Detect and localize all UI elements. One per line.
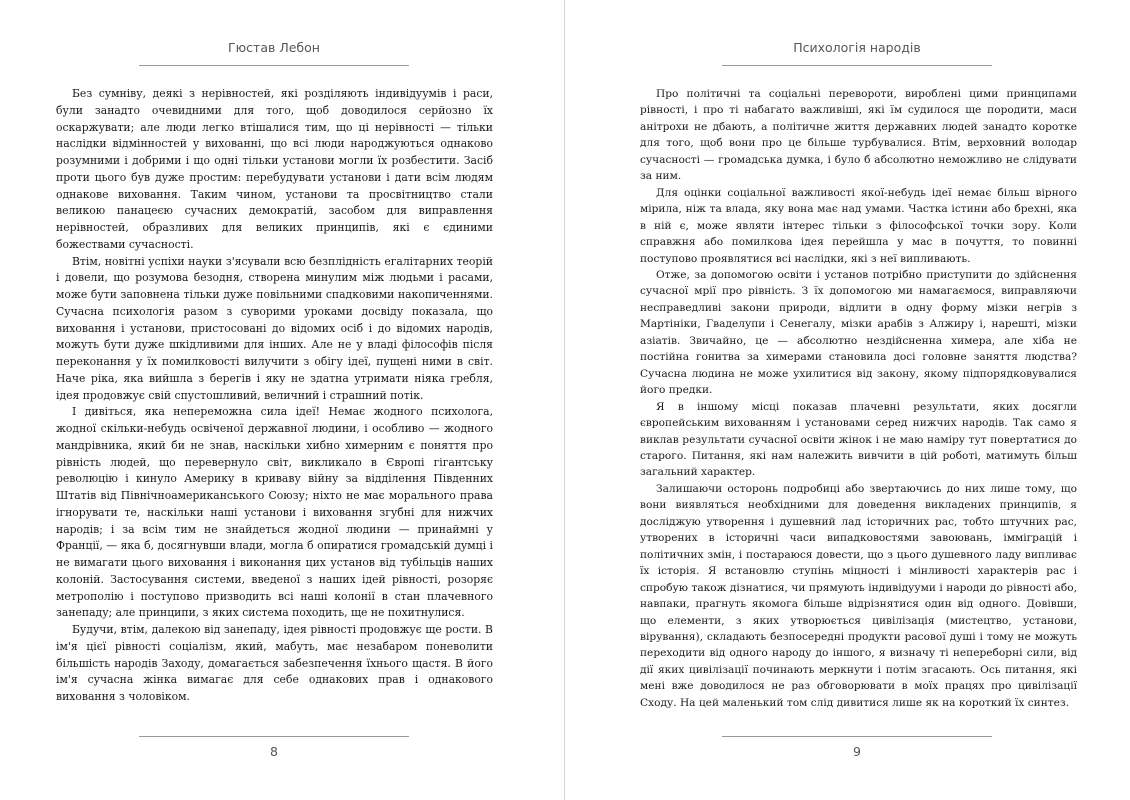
paragraph: Залишаючи осторонь подробиці або звертаючись до них лише тому, що вони виявляться необхідними для доведення викладених принципів, я досліджую утворення і душевний лад історичних рас, тобто штучних рас, утворених в історичні часи випадковостями завоювань, імміграцій і політичних змін, і постараюся довести, що з цього душевного ладу випливає їх історія. Я встановлю ступінь міцності і мінливості характерів рас і спробую також дізнатися, чи прямують індивідууми і народи до рівності або, навпаки, прагнуть якомога більше відрізнятися один від одного. Довівши, що елементи, з яких утворюється цивілізація (мистецтво, установи, вірування), складають безпосередні продукти расової душі і тому не можуть переходити від одного народу до іншого, я визначу ті непереборні сили, від дії яких цивілізації починають меркнути і потім згасають. Ось питання, які мені вже доводилося не раз обговорювати в моїх працях про цивілізації Сходу. На цей маленький том слід дивитися лише як на короткий їх синтез. bbox=[640, 482, 1077, 709]
page-number: 8 bbox=[270, 744, 278, 759]
footer-rule bbox=[722, 736, 992, 737]
right-page-body bbox=[640, 86, 1077, 711]
paragraph: Втім, новітні успіхи науки з'ясували всю безплідність егалітарних теорій і довели, що розумова безодня, створена минулим між людьми і расами, може бути заповнена тільки дуже повільними спадковими накопиченнями. Сучасна психологія разом з суворими уроками досвіду показала, що виховання і установи, пристосовані до відомих осіб і до відомих народів, можуть бути дуже шкідливими для інших. Але не у владі філософів після переконання у їх помилковості вилучити з обігу ідеї, пущені ними в світ. Наче ріка, яка вийшла з берегів і яку не здатна утримати ніяка гребля, ідея продовжує свій спустошливий, величний і страшний потік. bbox=[56, 254, 493, 402]
left-page-body bbox=[56, 86, 493, 706]
footer-rule bbox=[139, 736, 409, 737]
running-head-title: Психологія народів bbox=[793, 40, 921, 55]
paragraph: Про політичні та соціальні перевороти, вироблені цими принципами рівності, і про ті набагато важливіші, які їм судилося ще породити, маси анітрохи не дбають, а політичне життя державних людей занадто коротке для того, щоб вони про це більше турбувалися. Втім, верховний володар сучасності — громадська думка, і було б абсолютно неможливо не слідувати за ним. bbox=[640, 88, 1077, 183]
running-head-author: Гюстав Лебон bbox=[228, 40, 320, 55]
page-number: 9 bbox=[853, 744, 861, 759]
paragraph: Для оцінки соціальної важливості якої-небудь ідеї немає більш вірного мірила, ніж та влада, яку вона має над умами. Частка істини або брехні, яка в ній є, може являти інтерес тільки з філософської точки зору. Коли справжня або помилкова ідея перейшла у мас в почуття, то повинні поступово проявлятися всі наслідки, які з неї випливають. bbox=[640, 186, 1077, 265]
paragraph: Будучи, втім, далекою від занепаду, ідея рівності продовжує ще рости. В ім'я цієї рівності соціалізм, який, мабуть, має незабаром поневолити більшість народів Заходу, домагається забезпечення їхнього щастя. В його ім'я сучасна жінка вимагає для себе однакових прав і однакового виховання з чоловіком. bbox=[56, 623, 493, 703]
header-rule bbox=[722, 65, 992, 66]
right-page bbox=[565, 0, 1130, 800]
paragraph: І дивіться, яка непереможна сила ідеї! Немає жодного психолога, жодної скільки-небудь освіченої державної людини, і особливо — жодного мандрівника, який би не знав, наскільки хибно химерним є поняття про рівність людей, що перевернуло світ, викликало в Європі гігантську революцію і кинуло Америку в криваву війну за відділення Південних Штатів від Північноамериканського Союзу; ніхто не має морального права ігнорувати те, наскільки наші установи і виховання згубні для нижчих народів; і за всім тим не знайдеться жодної людини — принаймні у Франції, — яка б, досягнувши влади, могла б опиратися громадській думці і не вимагати цього виховання і виконання цих установ від тубільців наших колоній. Застосування системи, введеної з наших ідей рівності, розоряє метрополію і поступово призводить всі наші колонії в стан плачевного занепаду; але принципи, з яких система походить, ще не похитнулися. bbox=[56, 405, 493, 620]
header-rule bbox=[139, 65, 409, 66]
paragraph: Без сумніву, деякі з нерівностей, які розділяють індивідуумів і раси, були занадто очевидними для того, щоб доводилося серйозно їх оскаржувати; але люди легко втішалися тим, що ці нерівності — тільки наслідки відмінностей у вихованні, що всі люди народжуються однаково розумними і добрими і що одні тільки установи могли їх розбестити. Засіб проти цього був дуже простим: перебудувати установи і дати всім людям однакове виховання. Таким чином, установи та просвітництво стали великою панацеєю сучасних демократій, засобом для виправлення нерівностей, образливих для великих принципів, які є єдиними божествами сучасності. bbox=[56, 87, 493, 251]
paragraph: Я в іншому місці показав плачевні результати, яких досягли європейським вихованням і установами серед нижчих народів. Так само я виклав результати сучасної освіти жінок і не маю наміру тут повертатися до старого. Питання, які нам належить вивчити в цій роботі, матимуть більш загальний характер. bbox=[640, 400, 1077, 479]
paragraph: Отже, за допомогою освіти і установ потрібно приступити до здійснення сучасної мрії про рівність. З їх допомогою ми намагаємося, виправляючи несправедливі закони природи, відлити в одну форму мізки негрів з Мартініки, Гваделупи і Сенегалу, мізки арабів з Алжиру і, нарешті, мізки азіатів. Звичайно, це — абсолютно нездійсненна химера, але хіба не постійна гонитва за химерами становила досі головне заняття людства? Сучасна людина не може ухилитися від закону, якому підпорядковувалися його предки. bbox=[640, 268, 1077, 397]
